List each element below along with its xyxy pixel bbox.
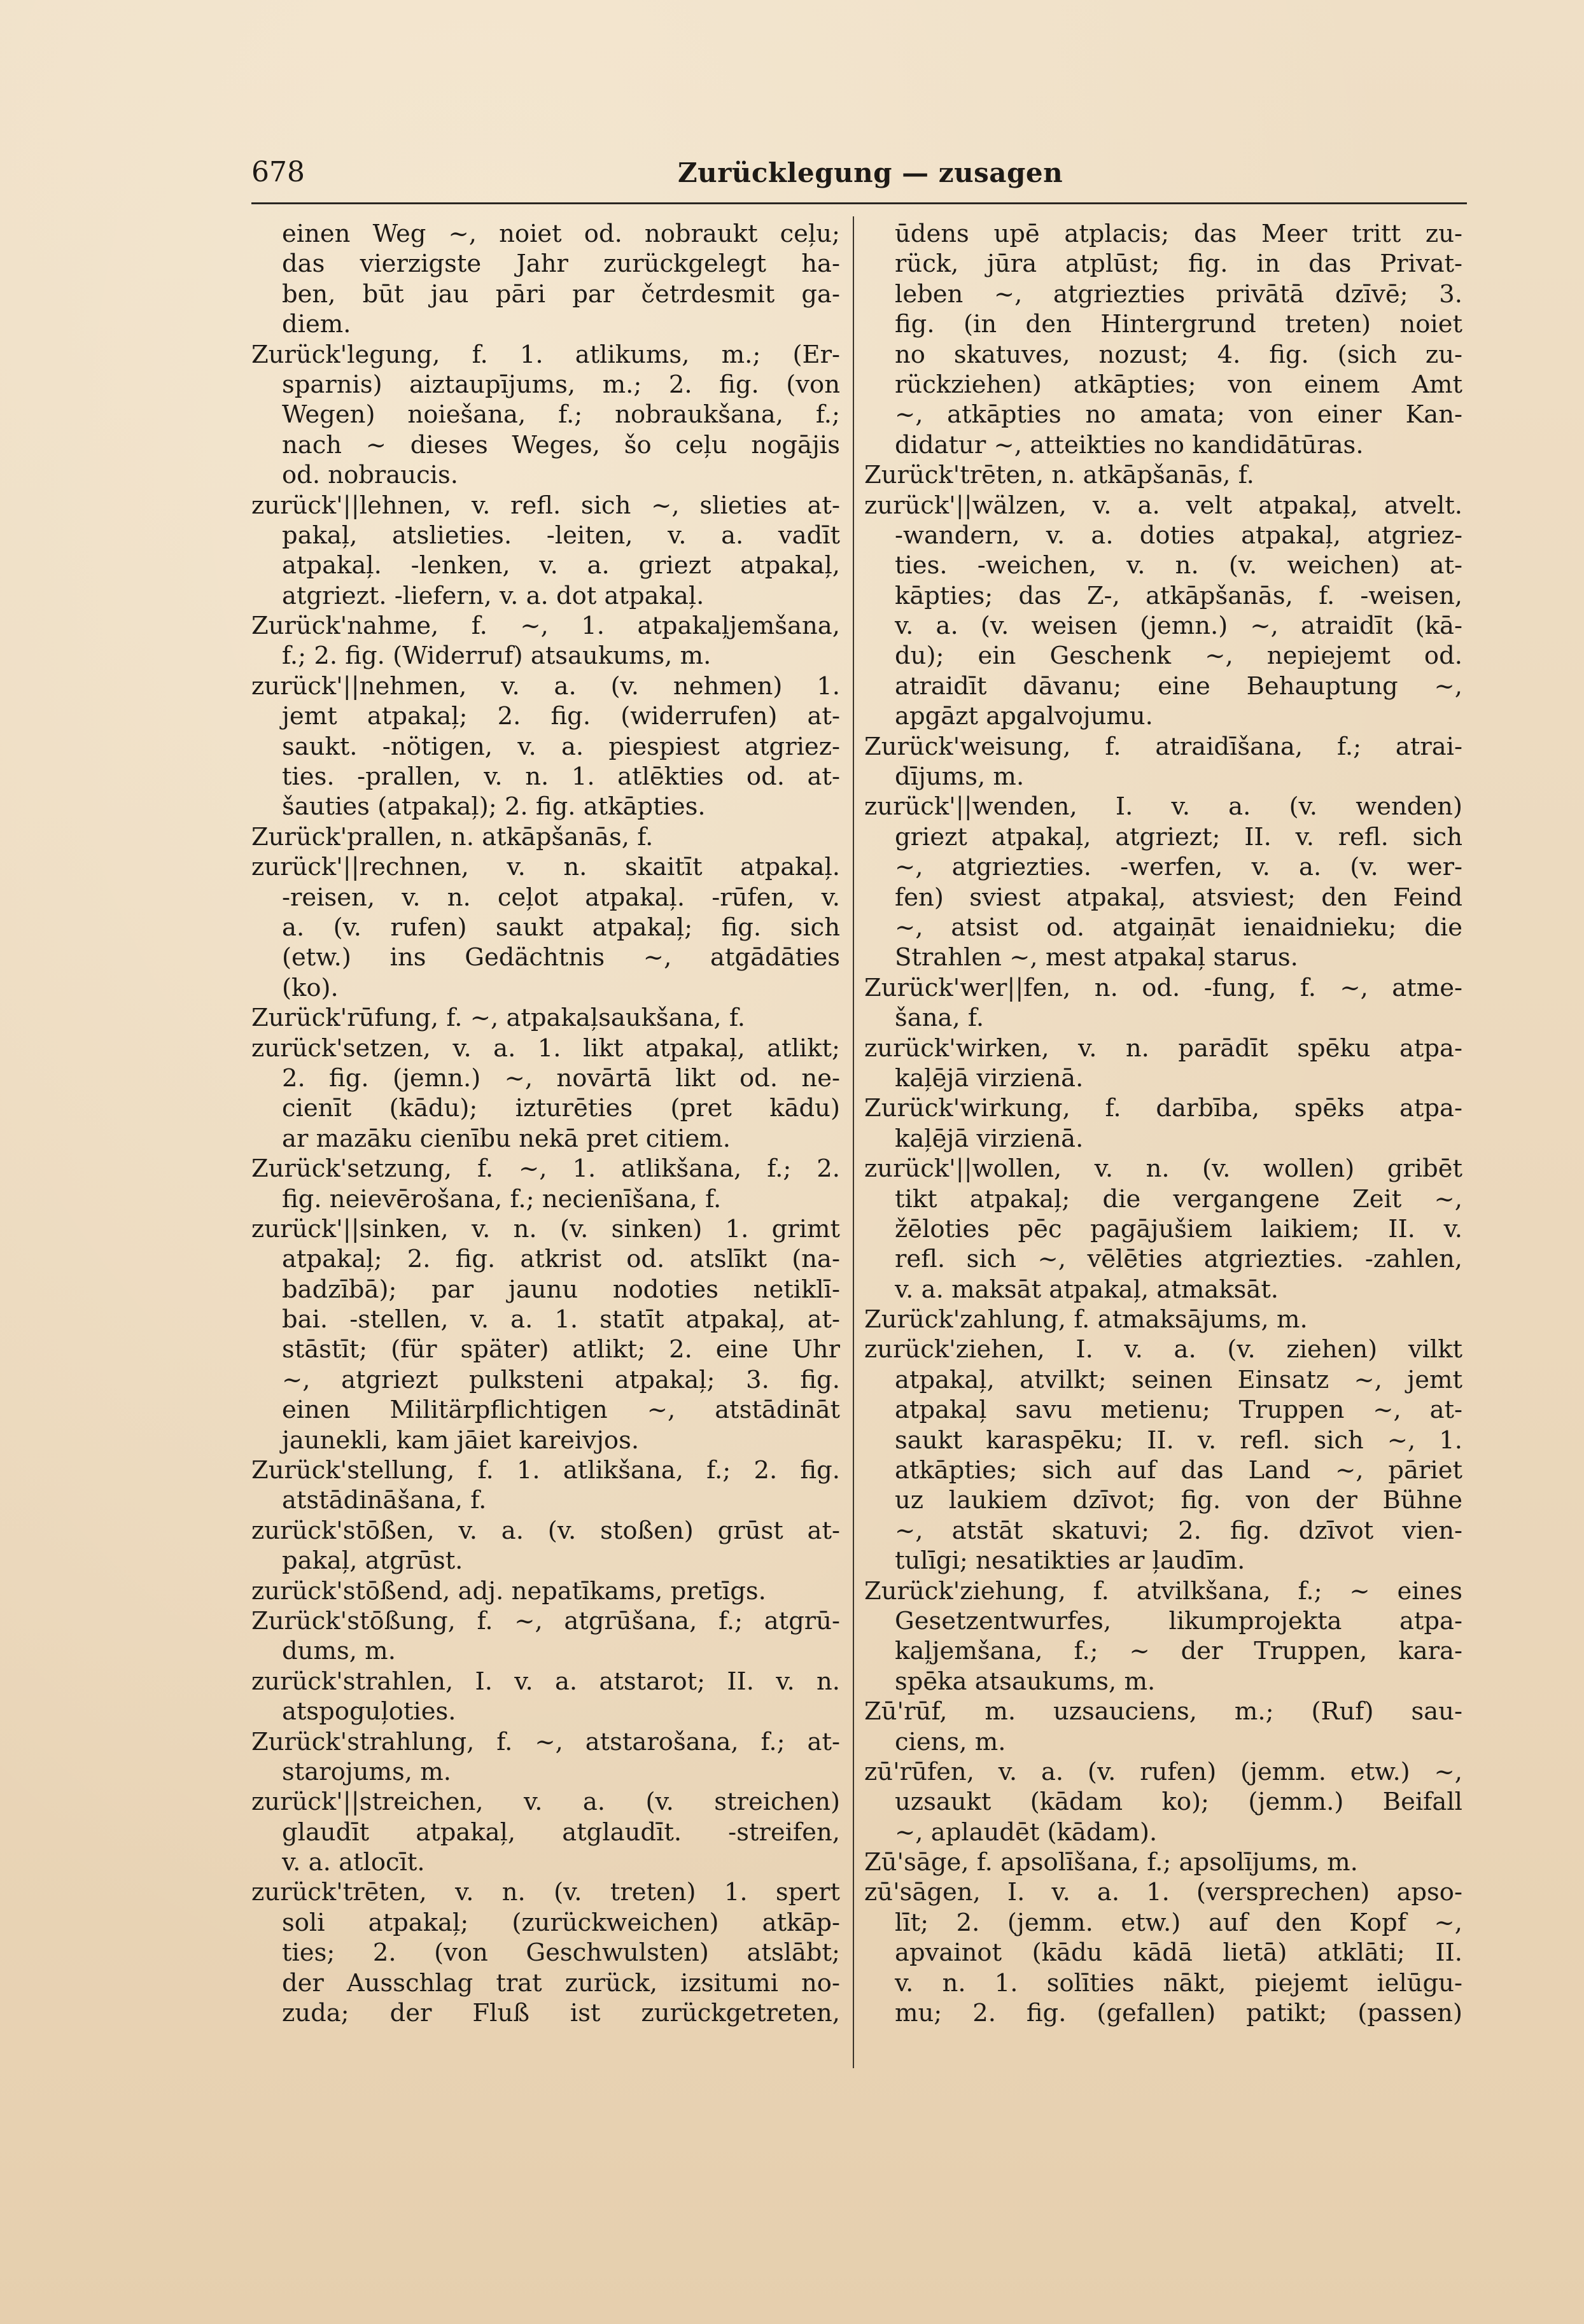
text-line: zurück'||lehnen, v. refl. sich ~, slieties at-: [251, 491, 840, 520]
text-line: saukt. -nötigen, v. a. piespiest atgriez-: [282, 732, 840, 761]
text-line: zurück'setzen, v. a. 1. likt atpakaļ, atlikt;: [251, 1033, 840, 1063]
text-line: v. a. atlocīt.: [282, 1848, 425, 1877]
text-line: Zurück'stōßung, f. ~, atgrūšana, f.; atgrū-: [251, 1606, 840, 1635]
column-divider: [853, 216, 854, 2068]
text-line: das vierzigste Jahr zurückgelegt ha-: [282, 249, 840, 279]
text-line: ~, atkāpties no amata; von einer Kan-: [895, 400, 1462, 430]
text-line: ties. -weichen, v. n. (v. weichen) at-: [895, 551, 1462, 580]
text-line: zurück'||wollen, v. n. (v. wollen) gribēt: [864, 1154, 1462, 1184]
text-line: atkāpties; sich auf das Land ~, pāriet: [895, 1456, 1462, 1485]
page-header: [251, 156, 1467, 194]
text-line: zurück'ziehen, I. v. a. (v. ziehen) vilkt: [864, 1335, 1462, 1364]
text-line: fig. neievērošana, f.; necienīšana, f.: [282, 1184, 722, 1214]
running-head: Zurücklegung — zusagen: [678, 157, 1063, 188]
text-line: zuda; der Fluß ist zurückgetreten,: [282, 1999, 840, 2028]
page-number: 678: [251, 156, 305, 188]
text-line: Zurück'weisung, f. atraidīšana, f.; atrai-: [864, 732, 1462, 761]
text-line: ciens, m.: [895, 1727, 1006, 1756]
header-rule: [251, 202, 1467, 204]
text-line: soli atpakaļ; (zurückweichen) atkāp-: [282, 1908, 840, 1937]
text-line: apvainot (kādu kādā lietā) atklāti; II.: [895, 1938, 1462, 1968]
text-line: šana, f.: [895, 1004, 985, 1033]
text-line: griezt atpakaļ, atgriezt; II. v. refl. sich: [895, 822, 1462, 851]
text-line: fen) sviest atpakaļ, atsviest; den Feind: [895, 883, 1462, 912]
text-line: v. a. maksāt atpakaļ, atmaksāt.: [895, 1275, 1279, 1304]
text-line: kaļējā virzienā.: [895, 1063, 1084, 1093]
text-line: ~, atsist od. atgaiņāt ienaidnieku; die: [895, 913, 1462, 942]
right-column: [864, 219, 1462, 2028]
text-line: -wandern, v. a. doties atpakaļ, atgriez-: [895, 521, 1462, 550]
text-line: pakaļ, atgrūst.: [282, 1546, 463, 1576]
text-line: atraidīt dāvanu; eine Behauptung ~,: [895, 671, 1462, 701]
text-line: didatur ~, atteikties no kandidātūras.: [895, 430, 1364, 459]
text-line: starojums, m.: [282, 1757, 451, 1786]
text-line: (ko).: [282, 973, 339, 1002]
text-line: ar mazāku cienību nekā pret citiem.: [282, 1124, 731, 1153]
text-line: tikt atpakaļ; die vergangene Zeit ~,: [895, 1184, 1462, 1214]
text-line: ~, atstāt skatuvi; 2. fig. dzīvot vien-: [895, 1516, 1462, 1545]
text-line: Wegen) noiešana, f.; nobraukšana, f.;: [282, 400, 840, 430]
text-line: zurück'trēten, v. n. (v. treten) 1. spert: [251, 1878, 840, 1907]
text-line: zurück'wirken, v. n. parādīt spēku atpa-: [864, 1033, 1462, 1063]
text-line: rück, jūra atplūst; fig. in das Privat-: [895, 249, 1462, 279]
text-line: ~, atgriezties. -werfen, v. a. (v. wer-: [895, 853, 1462, 882]
text-line: zū'rūfen, v. a. (v. rufen) (jemm. etw.) ~,: [864, 1757, 1462, 1786]
text-line: rückziehen) atkāpties; von einem Amt: [895, 370, 1462, 399]
text-line: Zurück'wirkung, f. darbība, spēks atpa-: [864, 1094, 1462, 1123]
text-line: mu; 2. fig. (gefallen) patikt; (passen): [895, 1999, 1462, 2028]
text-line: zurück'stōßen, v. a. (v. stoßen) grūst at-: [251, 1516, 840, 1545]
text-line: ~, aplaudēt (kādam).: [895, 1817, 1158, 1847]
text-line: zurück'||streichen, v. a. (v. streichen): [251, 1788, 840, 1817]
text-line: der Ausschlag trat zurück, izsitumi no-: [282, 1968, 840, 1998]
text-line: du); ein Geschenk ~, nepiejemt od.: [895, 641, 1462, 671]
text-line: atgriezt. -liefern, v. a. dot atpakaļ.: [282, 581, 704, 610]
text-line: Zurück'wer||fen, n. od. -fung, f. ~, atme-: [864, 973, 1462, 1002]
text-line: nach ~ dieses Weges, šo ceļu nogājis: [282, 430, 840, 459]
text-line: Zū'rūf, m. uzsauciens, m.; (Ruf) sau-: [864, 1697, 1462, 1726]
text-line: kaļējā virzienā.: [895, 1124, 1084, 1153]
text-line: atstādināšana, f.: [282, 1486, 487, 1515]
text-line: bai. -stellen, v. a. 1. statīt atpakaļ, at-: [282, 1305, 840, 1334]
text-line: jaunekli, kam jāiet kareivjos.: [282, 1425, 640, 1455]
text-line: ties; 2. (von Geschwulsten) atslābt;: [282, 1938, 840, 1968]
text-line: 2. fig. (jemn.) ~, novārtā likt od. ne-: [282, 1063, 840, 1093]
text-line: atpakaļ savu metienu; Truppen ~, at-: [895, 1396, 1462, 1425]
text-line: atspoguļoties.: [282, 1697, 456, 1726]
text-line: Zurück'prallen, n. atkāpšanās, f.: [251, 822, 654, 851]
text-line: līt; 2. (jemm. etw.) auf den Kopf ~,: [895, 1908, 1462, 1937]
text-line: zū'sāgen, I. v. a. 1. (versprechen) apso-: [864, 1878, 1462, 1907]
text-line: v. n. 1. solīties nākt, piejemt ielūgu-: [895, 1968, 1462, 1998]
text-line: Zurück'setzung, f. ~, 1. atlikšana, f.; 2.: [251, 1154, 840, 1184]
text-line: Zurück'rūfung, f. ~, atpakaļsaukšana, f.: [251, 1004, 745, 1033]
text-line: f.; 2. fig. (Widerruf) atsaukums, m.: [282, 641, 711, 671]
text-line: sparnis) aiztaupījums, m.; 2. fig. (von: [282, 370, 840, 399]
text-line: Zurück'legung, f. 1. atlikums, m.; (Er-: [251, 340, 840, 369]
text-line: diem.: [282, 310, 351, 339]
text-line: Zurück'zahlung, f. atmaksājums, m.: [864, 1305, 1308, 1334]
text-line: einen Weg ~, noiet od. nobraukt ceļu;: [282, 220, 840, 248]
text-line: spēka atsaukums, m.: [895, 1667, 1156, 1696]
text-line: pakaļ, atslieties. -leiten, v. a. vadīt: [282, 521, 840, 550]
text-line: uzsaukt (kādam ko); (jemm.) Beifall: [895, 1788, 1462, 1817]
text-line: ties. -prallen, v. n. 1. atlēkties od. at-: [282, 762, 840, 792]
text-line: saukt karaspēku; II. v. refl. sich ~, 1.: [895, 1425, 1462, 1455]
text-line: zurück'||nehmen, v. a. (v. nehmen) 1.: [251, 671, 840, 701]
text-line: zurück'strahlen, I. v. a. atstarot; II. v. n.: [251, 1667, 840, 1696]
text-line: ūdens upē atplacis; das Meer tritt zu-: [895, 220, 1462, 248]
text-line: zurück'stōßend, adj. nepatīkams, pretīgs.: [251, 1576, 766, 1606]
text-line: ~, atgriezt pulksteni atpakaļ; 3. fig.: [282, 1365, 840, 1394]
text-line: a. (v. rufen) saukt atpakaļ; fig. sich: [282, 913, 840, 942]
text-line: no skatuves, nozust; 4. fig. (sich zu-: [895, 340, 1462, 369]
text-line: atpakaļ; 2. fig. atkrist od. atslīkt (na-: [282, 1245, 840, 1274]
text-line: dums, m.: [282, 1637, 396, 1666]
text-line: badzībā); par jaunu nodoties netiklī-: [282, 1275, 840, 1304]
text-line: Strahlen ~, mest atpakaļ starus.: [895, 943, 1298, 972]
text-line: kaļjemšana, f.; ~ der Truppen, kara-: [895, 1637, 1462, 1666]
text-line: stāstīt; (für später) atlikt; 2. eine Uhr: [282, 1335, 840, 1364]
text-line: Zurück'nahme, f. ~, 1. atpakaļjemšana,: [251, 612, 840, 641]
text-line: Zū'sāge, f. apsolīšana, f.; apsolījums, m.: [864, 1848, 1358, 1877]
text-line: zurück'||sinken, v. n. (v. sinken) 1. grimt: [251, 1214, 840, 1243]
text-line: fig. (in den Hintergrund treten) noiet: [895, 310, 1462, 339]
text-line: tulīgi; nesatikties ar ļaudīm.: [895, 1546, 1245, 1576]
text-line: zurück'||wälzen, v. a. velt atpakaļ, atvelt.: [864, 491, 1462, 520]
text-line: einen Militärpflichtigen ~, atstādināt: [282, 1396, 840, 1425]
text-line: šauties (atpakaļ); 2. fig. atkāpties.: [282, 792, 706, 822]
text-line: (etw.) ins Gedächtnis ~, atgādāties: [282, 943, 840, 972]
text-line: apgāzt apgalvojumu.: [895, 702, 1153, 731]
text-line: Gesetzentwurfes, likumprojekta atpa-: [895, 1606, 1462, 1635]
text-line: -reisen, v. n. ceļot atpakaļ. -rūfen, v.: [282, 883, 840, 912]
text-line: jemt atpakaļ; 2. fig. (widerrufen) at-: [282, 702, 840, 731]
text-line: kāpties; das Z-, atkāpšanās, f. -weisen,: [895, 581, 1462, 610]
text-line: atpakaļ. -lenken, v. a. griezt atpakaļ,: [282, 551, 840, 580]
left-column: [251, 219, 840, 2028]
text-line: dījums, m.: [895, 762, 1025, 792]
text-line: atpakaļ, atvilkt; seinen Einsatz ~, jemt: [895, 1365, 1462, 1394]
text-line: Zurück'trēten, n. atkāpšanās, f.: [864, 461, 1254, 490]
text-line: uz laukiem dzīvot; fig. von der Bühne: [895, 1486, 1462, 1515]
text-line: refl. sich ~, vēlēties atgriezties. -zahlen,: [895, 1245, 1462, 1274]
text-line: ben, būt jau pāri par četrdesmit ga-: [282, 279, 840, 309]
text-line: od. nobraucis.: [282, 461, 458, 490]
text-line: cienīt (kādu); izturēties (pret kādu): [282, 1094, 840, 1123]
text-line: Zurück'stellung, f. 1. atlikšana, f.; 2. fig.: [251, 1456, 840, 1485]
text-line: Zurück'strahlung, f. ~, atstarošana, f.; at-: [251, 1727, 840, 1756]
text-line: v. a. (v. weisen (jemn.) ~, atraidīt (kā-: [895, 612, 1462, 641]
text-line: glaudīt atpakaļ, atglaudīt. -streifen,: [282, 1817, 840, 1847]
text-line: zurück'||rechnen, v. n. skaitīt atpakaļ.: [251, 853, 840, 882]
text-line: Zurück'ziehung, f. atvilkšana, f.; ~ eines: [864, 1576, 1462, 1606]
text-line: zurück'||wenden, I. v. a. (v. wenden): [864, 792, 1462, 822]
text-line: žēloties pēc pagājušiem laikiem; II. v.: [895, 1214, 1462, 1243]
text-line: leben ~, atgriezties privātā dzīvē; 3.: [895, 279, 1462, 309]
